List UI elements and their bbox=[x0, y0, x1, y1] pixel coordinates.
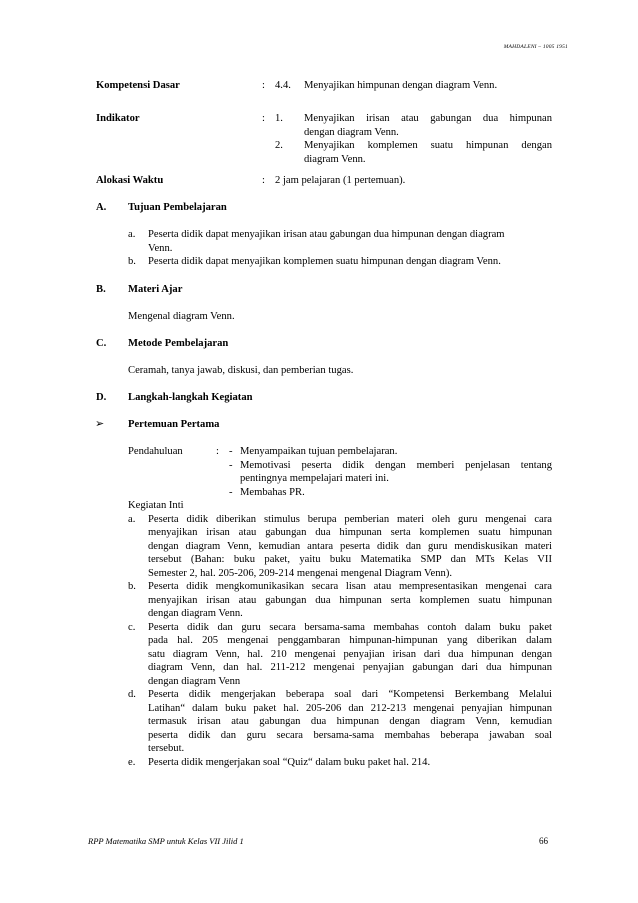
list-item-line: Latihan“ dalam buku paket hal. 205-206 dan 212-213 mengenai penyajian himpunan bbox=[148, 702, 552, 714]
arrow-bullet-icon: ➢ bbox=[95, 418, 105, 430]
indikator-item-text: Menyajikan irisan atau gabungan dua himpunan bbox=[304, 113, 552, 124]
list-item-line: tersebut. bbox=[148, 743, 185, 754]
list-marker: a. bbox=[128, 229, 136, 240]
page-footer-title: RPP Matematika SMP untuk Kelas VII Jilid 1 bbox=[88, 836, 244, 846]
list-item: Peserta didik dapat menyajikan komplemen suatu himpunan dengan diagram Venn. bbox=[148, 256, 501, 267]
list-item: Peserta didik dapat menyajikan irisan atau gabungan dua himpunan dengan diagram bbox=[148, 229, 505, 240]
list-item-line: menyajikan irisan atau gabungan dua himpunan serta komplemen suatu himpunan bbox=[148, 594, 552, 606]
list-marker: a. bbox=[128, 513, 136, 525]
dash-marker: - bbox=[229, 486, 233, 498]
alokasi-label: Alokasi Waktu bbox=[96, 175, 164, 186]
list-marker: b. bbox=[128, 581, 136, 592]
kompetensi-colon: : bbox=[262, 80, 265, 91]
alokasi-text: 2 jam pelajaran (1 pertemuan). bbox=[275, 175, 406, 186]
list-item: Venn. bbox=[148, 242, 173, 254]
kompetensi-number: 4.4. bbox=[275, 80, 291, 91]
section-letter: A. bbox=[96, 202, 107, 213]
list-marker: b. bbox=[128, 256, 136, 267]
list-item-line: pada hal. 205 mengenai penggambaran himpunan-himpunan yang diberikan dalam bbox=[148, 635, 552, 646]
section-title-tujuan: Tujuan Pembelajaran bbox=[128, 202, 227, 213]
indikator-item-text: Menyajikan komplemen suatu himpunan dengan bbox=[304, 140, 552, 151]
section-text: Ceramah, tanya jawab, diskusi, dan pemberian tugas. bbox=[128, 365, 354, 376]
list-item-line: Semester 2, hal. 205-206, 209-214 mengenai mengenal Diagram Venn). bbox=[148, 567, 453, 579]
kegiatan-inti-label: Kegiatan Inti bbox=[128, 500, 184, 511]
pendahuluan-item: pentingnya mempelajari materi ini. bbox=[240, 473, 389, 484]
pendahuluan-item: Menyampaikan tujuan pembelajaran. bbox=[240, 446, 398, 457]
indikator-label: Indikator bbox=[96, 113, 140, 124]
page-header: MAHDALENI – 1005 1951 bbox=[503, 44, 568, 50]
kompetensi-label: Kompetensi Dasar bbox=[96, 80, 180, 91]
dash-marker: - bbox=[229, 446, 233, 457]
pendahuluan-item: Membahas PR. bbox=[240, 486, 305, 498]
section-letter: B. bbox=[96, 284, 106, 295]
list-item-line: Peserta didik mengerjakan soal “Quiz“ dalam buku paket hal. 214. bbox=[148, 756, 431, 768]
section-title-langkah: Langkah-langkah Kegiatan bbox=[128, 392, 253, 403]
list-item-line: satu diagram Venn, hal. 210 mengenai penyajian irisan dari dua himpunan dengan bbox=[148, 648, 552, 660]
list-item-line: menyajikan irisan atau gabungan dua himpunan serta komplemen suatu himpunan bbox=[148, 527, 552, 538]
section-text: Mengenal diagram Venn. bbox=[128, 311, 235, 322]
list-item-line: Peserta didik dan guru secara bersama-sama membahas contoh dalam buku paket bbox=[148, 621, 552, 633]
list-item-line: dengan diagram Venn, kemudian antara peserta didik dan guru mendiskusikan materi bbox=[148, 540, 552, 552]
list-item-line: peserta didik dan guru secara bersama-sama membahas beberapa jawaban soal bbox=[148, 729, 552, 741]
alokasi-colon: : bbox=[262, 175, 265, 186]
indikator-item-number: 2. bbox=[275, 140, 283, 151]
list-item-line: termasuk irisan atau gabungan dua himpunan dengan diagram Venn, kemudian bbox=[148, 716, 552, 727]
list-marker: c. bbox=[128, 621, 136, 633]
dash-marker: - bbox=[229, 459, 233, 471]
list-marker: e. bbox=[128, 756, 136, 768]
list-item-line: Peserta didik mengerjakan beberapa soal dari “Kompetensi Berkembang Melalui bbox=[148, 689, 552, 700]
indikator-item-text: diagram Venn. bbox=[304, 153, 366, 165]
pendahuluan-item: Memotivasi peserta didik dengan memberi penjelasan tentang bbox=[240, 459, 552, 471]
list-item-line: Peserta didik diberikan stimulus berupa pemberian materi oleh guru mengenai cara bbox=[148, 513, 552, 525]
page-number: 66 bbox=[539, 836, 548, 846]
section-letter: C. bbox=[96, 338, 107, 349]
list-item-line: Peserta didik mengkomunikasikan secara lisan atau mempresentasikan mengenai cara bbox=[148, 581, 552, 592]
indikator-item-number: 1. bbox=[275, 113, 283, 124]
pertemuan-title: Pertemuan Pertama bbox=[128, 419, 220, 430]
section-letter: D. bbox=[96, 392, 107, 403]
pendahuluan-colon: : bbox=[216, 446, 219, 457]
section-title-metode: Metode Pembelajaran bbox=[128, 338, 229, 349]
list-item-line: tersebut (Bahan: buku paket, yaitu buku Matematika SMP dan MTs Kelas VII bbox=[148, 554, 552, 565]
list-marker: d. bbox=[128, 689, 136, 700]
pendahuluan-label: Pendahuluan bbox=[128, 446, 183, 457]
list-item-line: dengan diagram Venn. bbox=[148, 608, 243, 619]
indikator-item-text: dengan diagram Venn. bbox=[304, 126, 399, 138]
list-item-line: dengan diagram Venn bbox=[148, 675, 241, 687]
kompetensi-text: Menyajikan himpunan dengan diagram Venn. bbox=[304, 80, 498, 91]
list-item-line: diagram Venn, dan hal. 211-212 mengenai penyajian gabungan dari dua himpunan bbox=[148, 662, 552, 673]
section-title-materi: Materi Ajar bbox=[128, 284, 183, 295]
indikator-colon: : bbox=[262, 113, 265, 124]
